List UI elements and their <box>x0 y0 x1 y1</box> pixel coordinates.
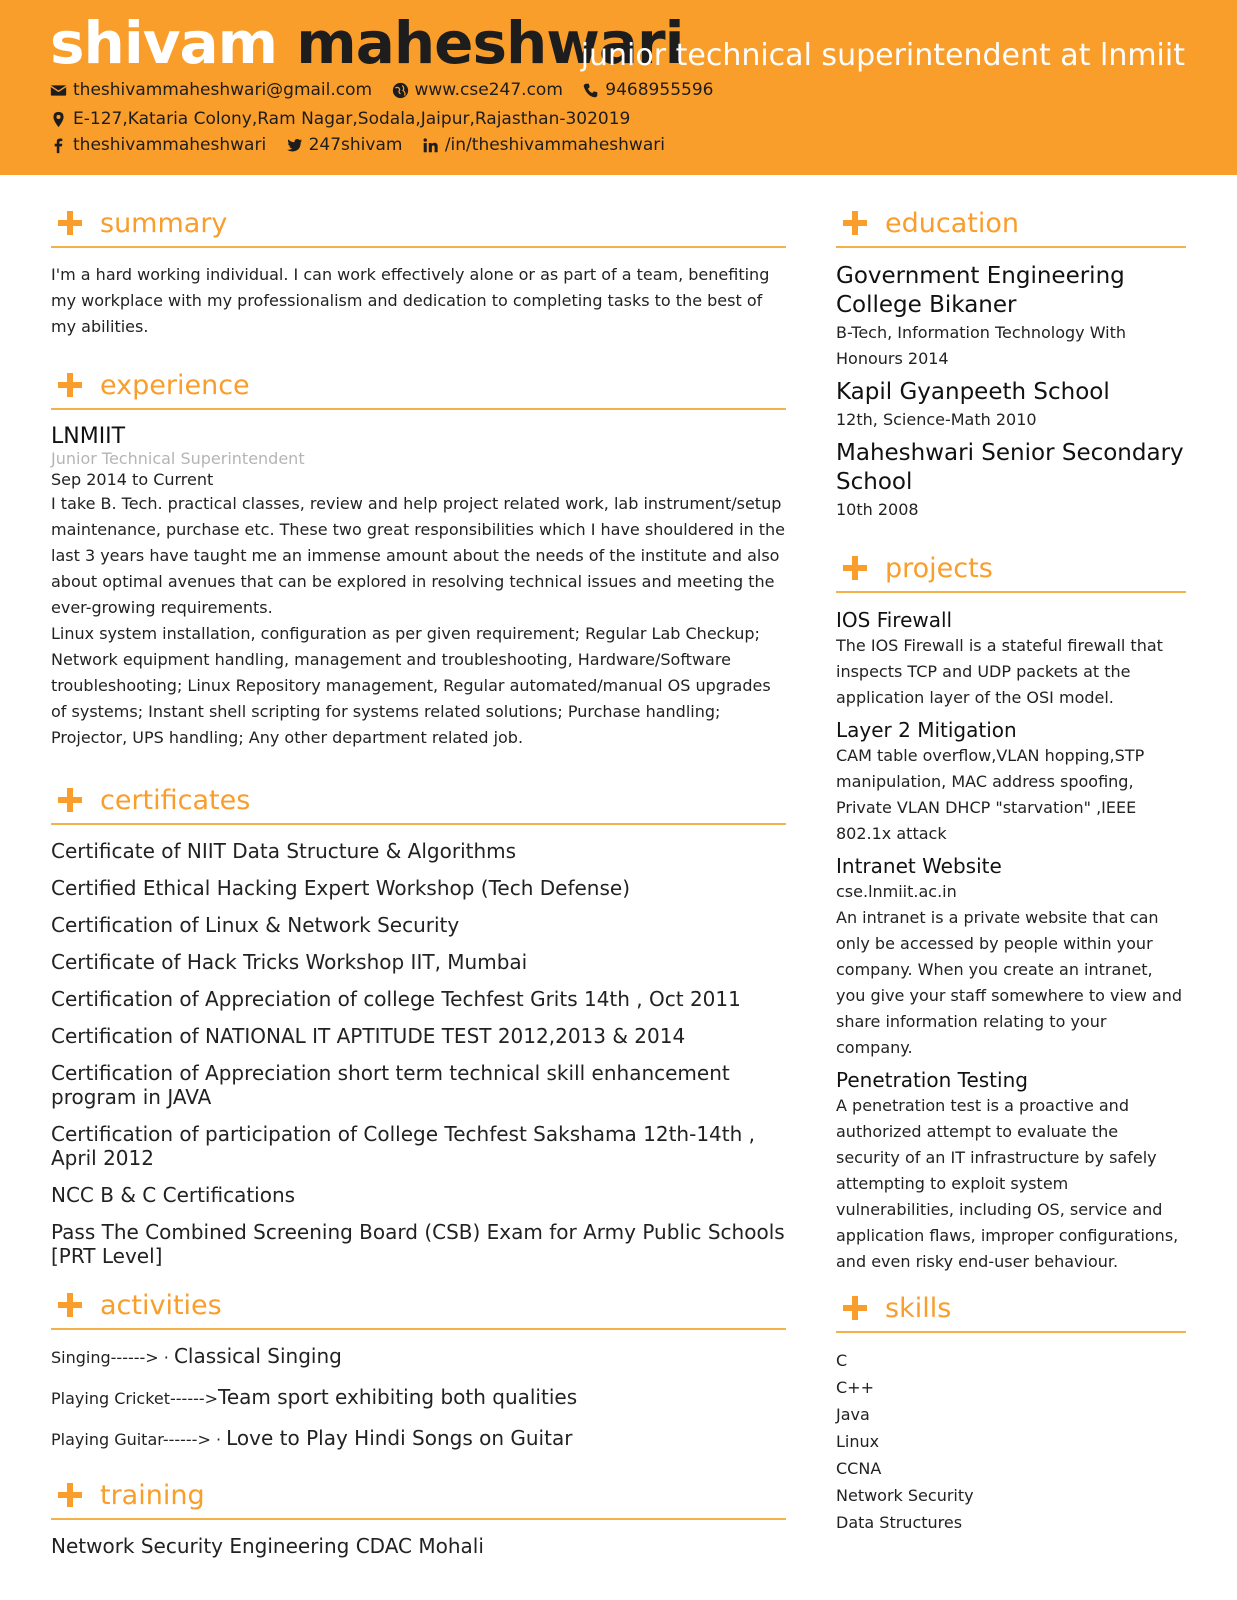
plus-icon <box>58 1483 82 1507</box>
project-url[interactable]: cse.lnmiit.ac.in <box>836 882 957 901</box>
plus-icon <box>843 211 867 235</box>
skill-item: C++ <box>836 1378 874 1397</box>
section-header <box>51 362 786 410</box>
skill-item: Java <box>836 1405 870 1424</box>
section-title: education <box>885 207 1019 239</box>
section-header <box>51 777 786 825</box>
activity-value: Love to Play Hindi Songs on Guitar <box>226 1426 573 1450</box>
activity-label: Playing Guitar------> <box>51 1430 211 1449</box>
address-text: E-127,Kataria Colony,Ram Nagar,Sodala,Jaipur,Rajasthan-302019 <box>73 109 631 129</box>
skill-item: C <box>836 1351 848 1370</box>
email-text: theshivammaheshwari@gmail.com <box>73 80 373 100</box>
skill-item: Data Structures <box>836 1513 963 1532</box>
certificate-item: Certification of NATIONAL IT APTITUDE TEST 2012,2013 & 2014 <box>51 1024 686 1048</box>
activity-separator: · <box>158 1348 174 1367</box>
facebook-icon <box>50 137 67 154</box>
certificate-item: Pass The Combined Screening Board (CSB) Exam for Army Public Schools [PRT Level] <box>51 1220 785 1268</box>
contact-row-1 <box>50 80 727 104</box>
activity-separator: · <box>210 1430 227 1449</box>
skills-section <box>836 1285 1186 1536</box>
plus-icon <box>58 1293 82 1317</box>
twitter-text: 247shivam <box>308 135 403 155</box>
section-header <box>51 1282 786 1330</box>
envelope-icon <box>50 82 67 99</box>
training-item: Network Security Engineering CDAC Mohali <box>51 1534 484 1558</box>
address-contact <box>50 109 630 129</box>
map-pin-icon <box>50 111 67 128</box>
linkedin-icon <box>422 137 439 154</box>
linkedin-text: /in/theshivammaheshwari <box>444 135 665 155</box>
certificates-section <box>51 777 786 1268</box>
experience-duties: Linux system installation, configuration as per given requirement; Regular Lab Checkup; Network equipment handling, management and troubleshooting, Hardware/Software troubleshooting; Linux Repository management, Regular automated/manual OS upgrades of systems; Instant shell scripting for systems related solutions; Purchase handling; Projector, UPS handling; Any other department related job. <box>51 624 771 747</box>
certificate-item: Certificate of Hack Tricks Workshop IIT, Mumbai <box>51 950 528 974</box>
summary-section <box>51 200 786 340</box>
project-description: An intranet is a private website that can only be accessed by people within your company. When you create an intranet, you give your staff somewhere to view and share information relating to your company. <box>836 908 1183 1057</box>
school-name: Kapil Gyanpeeth School <box>836 379 1110 405</box>
project-description: CAM table overflow,VLAN hopping,STP manipulation, MAC address spoofing, Private VLAN DHCP "starvation" ,IEEE 802.1x attack <box>836 746 1145 843</box>
section-header <box>836 545 1186 593</box>
activities-section <box>51 1282 786 1452</box>
project-description: The IOS Firewall is a stateful firewall that inspects TCP and UDP packets at the application layer of the OSI model. <box>836 636 1163 707</box>
facebook-contact[interactable] <box>50 135 266 155</box>
globe-icon <box>392 82 409 99</box>
activity-item <box>51 1426 786 1452</box>
education-section <box>836 200 1186 523</box>
section-header <box>51 1472 786 1520</box>
website-text: www.cse247.com <box>414 80 563 100</box>
resume-header <box>0 0 1237 175</box>
activity-label: Singing------> <box>51 1348 159 1367</box>
experience-dates: Sep 2014 to Current <box>51 470 214 489</box>
first-name: shivam <box>50 9 278 77</box>
activity-value: Classical Singing <box>173 1344 342 1368</box>
job-tagline: junior technical superintendent at lnmiit <box>580 38 1185 73</box>
experience-role: Junior Technical Superintendent <box>51 449 305 468</box>
section-title: experience <box>100 369 250 401</box>
training-section <box>51 1472 786 1558</box>
plus-icon <box>58 788 82 812</box>
school-detail: B-Tech, Information Technology With Honours 2014 <box>836 323 1127 368</box>
plus-icon <box>843 1296 867 1320</box>
school-name: Maheshwari Senior Secondary School <box>836 440 1184 495</box>
contact-row-3 <box>50 135 679 159</box>
activity-item <box>51 1344 786 1370</box>
project-name: Intranet Website <box>836 854 1002 878</box>
school-name: Government Engineering College Bikaner <box>836 263 1125 318</box>
section-header <box>836 1285 1186 1333</box>
section-title: projects <box>885 552 993 584</box>
school-detail: 12th, Science-Math 2010 <box>836 410 1037 429</box>
phone-contact[interactable] <box>582 80 713 100</box>
summary-text: I'm a hard working individual. I can work effectively alone or as part of a team, benefiting my workplace with my professionalism and dedication to completing tasks to the best of my abilities. <box>51 265 770 336</box>
project-name: Penetration Testing <box>836 1068 1028 1092</box>
activity-value: Team sport exhibiting both qualities <box>218 1385 578 1409</box>
section-title: certificates <box>100 784 251 816</box>
section-title: training <box>100 1479 205 1511</box>
twitter-icon <box>286 137 303 154</box>
certificate-item: Certificate of NIIT Data Structure & Algorithms <box>51 839 517 863</box>
skill-item: CCNA <box>836 1459 882 1478</box>
skill-item: Network Security <box>836 1486 974 1505</box>
left-column <box>51 200 786 1571</box>
facebook-text: theshivammaheshwari <box>73 135 267 155</box>
right-column <box>836 200 1186 1536</box>
certificate-item: NCC B & C Certifications <box>51 1183 296 1207</box>
certificate-item: Certified Ethical Hacking Expert Workshop (Tech Defense) <box>51 876 631 900</box>
activity-label: Playing Cricket------> <box>51 1389 219 1408</box>
school-detail: 10th 2008 <box>836 500 919 519</box>
phone-icon <box>582 82 599 99</box>
section-header <box>836 200 1186 248</box>
plus-icon <box>843 556 867 580</box>
linkedin-contact[interactable] <box>422 135 665 155</box>
contact-row-2 <box>50 109 644 133</box>
skill-item: Linux <box>836 1432 880 1451</box>
experience-section <box>51 362 786 751</box>
certificate-item: Certification of Linux & Network Security <box>51 913 460 937</box>
project-name: Layer 2 Mitigation <box>836 718 1017 742</box>
phone-text: 9468955596 <box>605 80 714 100</box>
section-title: summary <box>100 207 228 239</box>
activity-item <box>51 1385 786 1411</box>
certificate-item: Certification of Appreciation short term technical skill enhancement program in JAVA <box>51 1061 730 1109</box>
projects-section <box>836 545 1186 1275</box>
section-header <box>51 200 786 248</box>
experience-description: I take B. Tech. practical classes, review and help project related work, lab instrument/setup maintenance, purchase etc. These two great responsibilities which I have shouldered in the last 3 years have taught me an immense amount about the needs of the institute and also about optimal avenues that can be explored in resolving technical issues and meeting the ever-growing requirements. <box>51 494 785 617</box>
twitter-contact[interactable] <box>286 135 403 155</box>
certificate-item: Certification of Appreciation of college Techfest Grits 14th , Oct 2011 <box>51 987 741 1011</box>
certificate-item: Certification of participation of College Techfest Sakshama 12th-14th , April 2012 <box>51 1122 756 1170</box>
website-contact[interactable] <box>392 80 563 100</box>
project-name: IOS Firewall <box>836 608 953 632</box>
section-title: activities <box>100 1289 222 1321</box>
plus-icon <box>58 373 82 397</box>
project-description: A penetration test is a proactive and authorized attempt to evaluate the security of an IT infrastructure by safely attempting to exploit system vulnerabilities, including OS, service and application flaws, improper configurations, and even risky end-user behaviour. <box>836 1096 1179 1271</box>
plus-icon <box>58 211 82 235</box>
last-name: maheshwari <box>296 9 684 77</box>
section-title: skills <box>885 1292 952 1324</box>
experience-org: LNMIIT <box>51 424 126 449</box>
email-contact[interactable] <box>50 80 372 100</box>
